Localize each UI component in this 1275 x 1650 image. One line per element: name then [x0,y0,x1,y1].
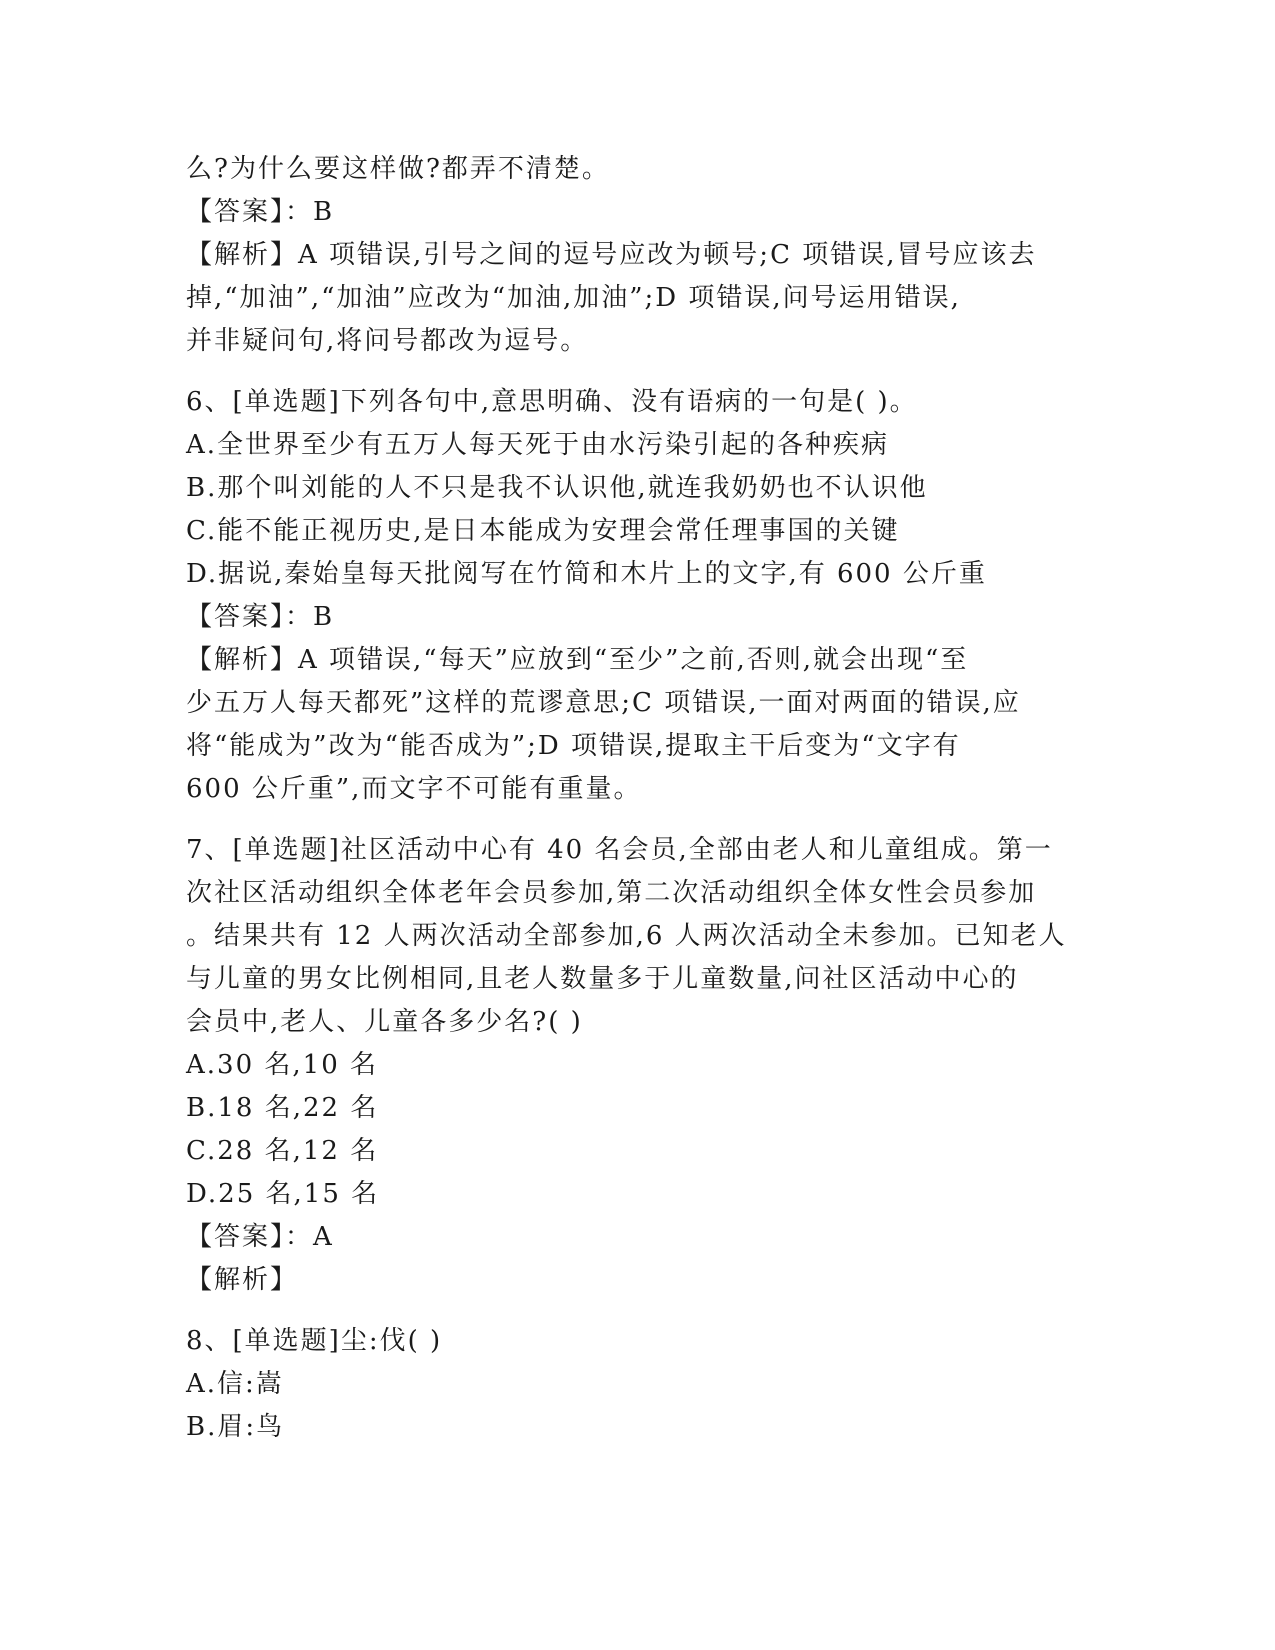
question-6-option-b: B.那个叫刘能的人不只是我不认识他,就连我奶奶也不认识他 [186,473,928,503]
question-6-analysis-line-3: 将“能成为”改为“能否成为”;D 项错误,提取主干后变为“文字有 [186,731,961,761]
question-6-answer: 【答案】：B [186,602,335,632]
question-6-option-c: C.能不能正视历史,是日本能成为安理会常任理事国的关键 [186,516,900,546]
question-6-option-a: A.全世界至少有五万人每天死于由水污染引起的各种疾病 [186,430,890,460]
question-7-option-d: D.25 名,15 名 [186,1179,380,1209]
question-5-analysis-line-3: 并非疑问句,将问号都改为逗号。 [186,326,589,356]
question-8-stem: 8、[单选题]尘:伐( ) [186,1326,443,1356]
question-6-analysis-line-2: 少五万人每天都死”这样的荒谬意思;C 项错误,一面对两面的错误,应 [186,688,1021,718]
question-8-option-b: B.眉:鸟 [186,1412,285,1442]
question-7-option-c: C.28 名,12 名 [186,1136,379,1166]
question-7-stem-line-3: 。结果共有 12 人两次活动全部参加,6 人两次活动全未参加。已知老人 [186,921,1067,951]
question-7-stem-line-4: 与儿童的男女比例相同,且老人数量多于儿童数量,问社区活动中心的 [186,964,1019,994]
question-5-analysis-line-1: 【解析】A 项错误,引号之间的逗号应改为顿号;C 项错误,冒号应该去 [186,240,1037,270]
question-7-stem-line-2: 次社区活动组织全体老年会员参加,第二次活动组织全体女性会员参加 [186,878,1037,908]
question-7-answer: 【答案】：A [186,1222,334,1252]
question-7-option-b: B.18 名,22 名 [186,1093,379,1123]
question-5-answer: 【答案】：B [186,197,335,227]
question-7-stem-line-5: 会员中,老人、儿童各多少名?( ) [186,1007,583,1037]
question-6-stem: 6、[单选题]下列各句中,意思明确、没有语病的一句是( )。 [186,387,918,417]
question-8-option-a: A.信:嵩 [186,1369,284,1399]
question-7-option-a: A.30 名,10 名 [186,1050,379,1080]
question-6-analysis-line-4: 600 公斤重”,而文字不可能有重量。 [186,774,642,804]
question-7-analysis: 【解析】 [186,1265,299,1295]
document-page [186,148,1086,1449]
question-5-analysis-line-2: 掉,“加油”,“加油”应改为“加油,加油”;D 项错误,问号运用错误, [186,283,961,313]
question-6-option-d: D.据说,秦始皇每天批阅写在竹简和木片上的文字,有 600 公斤重 [186,559,987,589]
question-7-stem-line-1: 7、[单选题]社区活动中心有 40 名会员,全部由老人和儿童组成。第一 [186,835,1053,865]
question-6-analysis-line-1: 【解析】A 项错误,“每天”应放到“至少”之前,否则,就会出现“至 [186,645,969,675]
question-5-stem-end: 么?为什么要这样做?都弄不清楚。 [186,154,610,184]
